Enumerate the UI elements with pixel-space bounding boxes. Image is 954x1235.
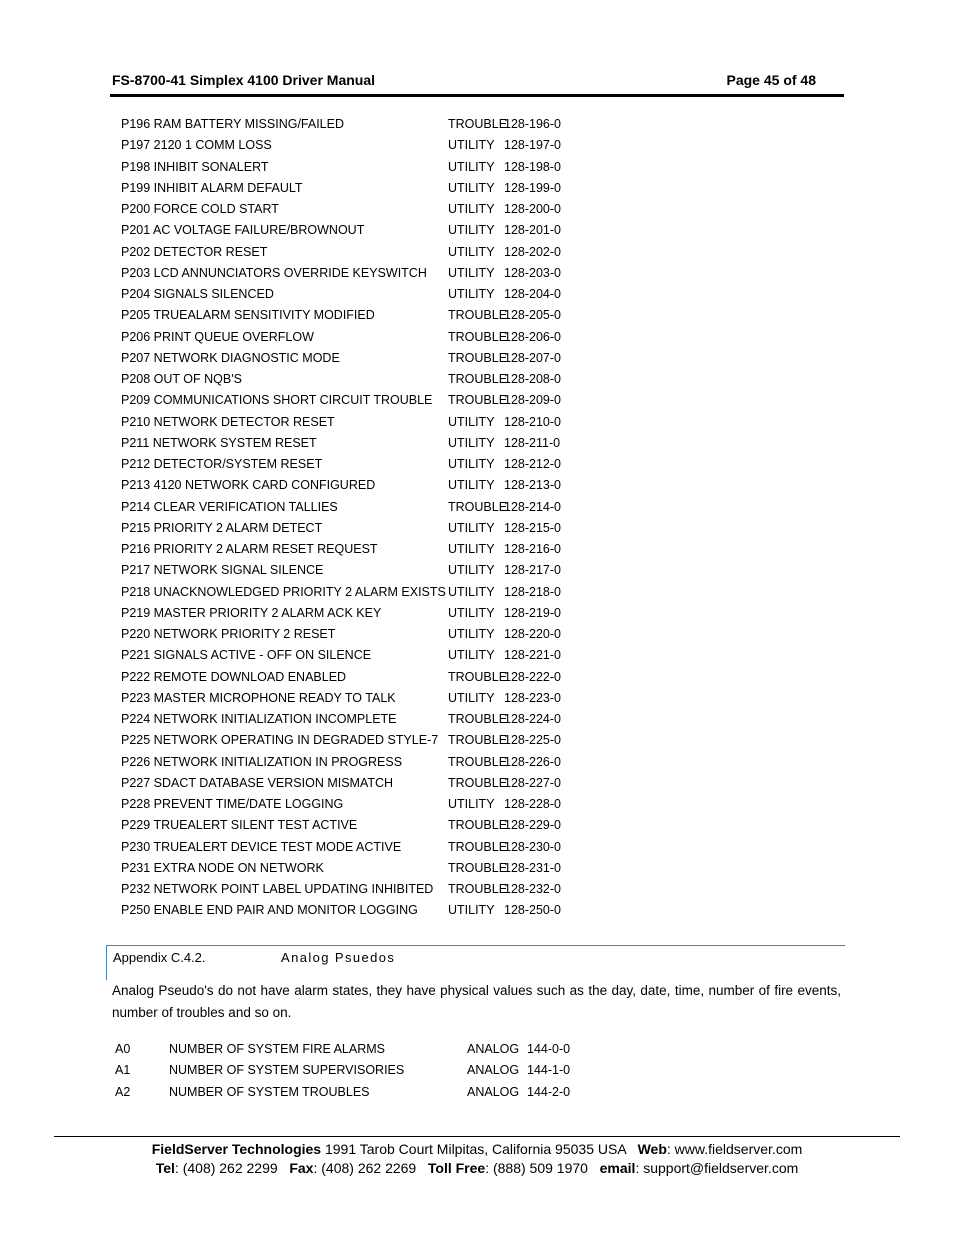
point-name: P212 DETECTOR/SYSTEM RESET: [121, 457, 323, 471]
point-address: 128-226-0: [504, 754, 561, 769]
point-address: 128-201-0: [504, 223, 561, 238]
point-type: UTILITY: [448, 690, 495, 705]
point-name: P200 FORCE COLD START: [121, 202, 279, 216]
point-name: P205 TRUEALARM SENSITIVITY MODIFIED: [121, 308, 375, 323]
point-type: UTILITY: [448, 648, 495, 663]
point-address: 128-208-0: [504, 372, 561, 386]
point-address: 128-206-0: [504, 329, 561, 344]
point-type: TROUBLE: [448, 499, 508, 514]
point-name: P198 INHIBIT SONALERT: [121, 159, 269, 174]
footer-company: FieldServer Technologies: [151, 1141, 322, 1157]
footer-email: support@fieldserver.com: [643, 1160, 799, 1176]
point-name: P225 NETWORK OPERATING IN DEGRADED STYLE-7: [121, 733, 439, 748]
point-address: 128-250-0: [504, 903, 561, 918]
point-name: P206 PRINT QUEUE OVERFLOW: [121, 329, 314, 344]
footer-web-label: Web: [637, 1141, 667, 1157]
point-row: [121, 730, 601, 751]
point-name: P207 NETWORK DIAGNOSTIC MODE: [121, 350, 340, 365]
point-row: [121, 518, 601, 539]
point-row: [121, 348, 601, 369]
header-divider: [110, 94, 844, 97]
point-type: UTILITY: [448, 903, 495, 918]
point-address: 128-220-0: [504, 627, 561, 641]
point-type: UTILITY: [448, 414, 495, 429]
analog-name: NUMBER OF SYSTEM TROUBLES: [169, 1084, 370, 1099]
point-type: UTILITY: [448, 605, 495, 620]
analog-address: 144-1-0: [527, 1063, 571, 1078]
footer-email-label: email: [599, 1160, 636, 1176]
point-row: [121, 497, 601, 518]
point-address: 128-214-0: [504, 499, 561, 514]
point-address: 128-227-0: [504, 775, 561, 790]
point-row: [121, 475, 601, 496]
point-name: P250 ENABLE END PAIR AND MONITOR LOGGING: [121, 903, 418, 918]
point-name: P222 REMOTE DOWNLOAD ENABLED: [121, 669, 347, 684]
point-address: 128-213-0: [504, 478, 561, 493]
appendix-number: Appendix C.4.2.: [113, 950, 206, 965]
point-row: [121, 220, 601, 241]
point-type: TROUBLE: [448, 372, 508, 386]
footer-fax-label: Fax: [289, 1160, 314, 1176]
footer-fax: (408) 262 2269: [321, 1160, 417, 1176]
point-type: UTILITY: [448, 159, 495, 174]
point-address: 128-210-0: [504, 414, 561, 429]
point-row: [121, 263, 601, 284]
point-name: P211 NETWORK SYSTEM RESET: [121, 435, 317, 450]
footer-line-2: Tel: (408) 262 2299 Fax: (408) 262 2269 Toll Free: (888) 509 1970 email: support@fieldserver.com: [155, 1160, 799, 1176]
point-row: [121, 114, 601, 135]
point-row: [121, 624, 601, 645]
point-row: [121, 688, 601, 709]
point-address: 128-229-0: [504, 818, 561, 833]
point-type: UTILITY: [448, 244, 495, 259]
point-address: 128-204-0: [504, 287, 561, 301]
analog-type: ANALOG: [467, 1063, 520, 1078]
point-address: 128-207-0: [504, 350, 561, 365]
appendix-title: Analog Psuedos: [281, 950, 396, 965]
footer-line-1: FieldServer Technologies 1991 Tarob Court Milpitas, California 95035 USA Web: www.fieldserver.com: [151, 1141, 803, 1157]
point-type: UTILITY: [448, 584, 495, 599]
point-address: 128-202-0: [504, 244, 561, 259]
point-row: [121, 369, 601, 390]
point-type: TROUBLE: [448, 393, 508, 408]
point-address: 128-221-0: [504, 648, 561, 663]
point-row: [121, 433, 601, 454]
analog-address: 144-2-0: [527, 1084, 571, 1099]
analog-row: [115, 1060, 595, 1081]
point-type: TROUBLE: [448, 818, 508, 833]
analog-row: [115, 1039, 595, 1060]
point-row: [121, 582, 601, 603]
point-name: P221 SIGNALS ACTIVE - OFF ON SILENCE: [121, 648, 372, 663]
point-type: TROUBLE: [448, 350, 508, 365]
analog-point-list: [115, 1039, 595, 1103]
point-address: 128-231-0: [504, 860, 561, 875]
analog-id: A2: [115, 1084, 131, 1099]
analog-row: [115, 1082, 595, 1103]
point-row: [121, 794, 601, 815]
point-type: TROUBLE: [448, 308, 508, 323]
pseudo-point-list: [121, 114, 601, 922]
point-row: [121, 645, 601, 666]
point-name: P204 SIGNALS SILENCED: [121, 287, 274, 301]
point-address: 128-218-0: [504, 584, 561, 599]
point-name: P224 NETWORK INITIALIZATION INCOMPLETE: [121, 712, 397, 726]
point-name: P231 EXTRA NODE ON NETWORK: [121, 860, 324, 875]
point-row: [121, 412, 601, 433]
point-address: 128-199-0: [504, 180, 561, 195]
point-type: UTILITY: [448, 435, 495, 450]
point-row: [121, 327, 601, 348]
point-row: [121, 157, 601, 178]
point-row: [121, 305, 601, 326]
point-name: P202 DETECTOR RESET: [121, 244, 268, 259]
point-type: UTILITY: [448, 287, 495, 301]
analog-id: A0: [115, 1042, 131, 1056]
point-type: UTILITY: [448, 138, 495, 153]
point-type: TROUBLE: [448, 860, 508, 875]
point-address: 128-224-0: [504, 712, 561, 726]
point-address: 128-211-0: [504, 435, 561, 450]
point-name: P197 2120 1 COMM LOSS: [121, 138, 272, 153]
point-name: P210 NETWORK DETECTOR RESET: [121, 414, 335, 429]
point-type: UTILITY: [448, 627, 495, 641]
point-address: 128-200-0: [504, 202, 561, 216]
point-row: [121, 879, 601, 900]
point-type: UTILITY: [448, 223, 495, 238]
point-type: UTILITY: [448, 542, 495, 556]
point-address: 128-212-0: [504, 457, 561, 471]
point-type: TROUBLE: [448, 329, 508, 344]
point-name: P219 MASTER PRIORITY 2 ALARM ACK KEY: [121, 605, 382, 620]
point-name: P223 MASTER MICROPHONE READY TO TALK: [121, 690, 396, 705]
point-type: TROUBLE: [448, 839, 508, 854]
footer-address: 1991 Tarob Court Milpitas, California 95035 USA: [324, 1141, 626, 1157]
point-address: 128-215-0: [504, 520, 561, 535]
analog-type: ANALOG: [467, 1084, 520, 1099]
point-address: 128-219-0: [504, 605, 561, 620]
point-row: [121, 242, 601, 263]
point-address: 128-232-0: [504, 882, 561, 896]
point-name: P216 PRIORITY 2 ALARM RESET REQUEST: [121, 542, 378, 556]
point-row: [121, 773, 601, 794]
point-row: [121, 454, 601, 475]
point-row: [121, 900, 601, 921]
point-name: P228 PREVENT TIME/DATE LOGGING: [121, 797, 344, 811]
point-address: 128-225-0: [504, 733, 561, 748]
point-type: UTILITY: [448, 478, 495, 493]
point-row: [121, 709, 601, 730]
point-name: P209 COMMUNICATIONS SHORT CIRCUIT TROUBLE: [121, 393, 433, 408]
point-address: 128-223-0: [504, 690, 561, 705]
point-name: P201 AC VOLTAGE FAILURE/BROWNOUT: [121, 223, 365, 238]
footer-web: www.fieldserver.com: [674, 1141, 803, 1157]
point-address: 128-203-0: [504, 265, 561, 280]
page-number: Page 45 of 48: [726, 72, 816, 88]
analog-type: ANALOG: [467, 1042, 520, 1056]
point-type: TROUBLE: [448, 754, 508, 769]
point-row: [121, 858, 601, 879]
point-row: [121, 837, 601, 858]
point-name: P230 TRUEALERT DEVICE TEST MODE ACTIVE: [121, 839, 402, 854]
point-type: UTILITY: [448, 520, 495, 535]
point-name: P196 RAM BATTERY MISSING/FAILED: [121, 117, 344, 131]
analog-name: NUMBER OF SYSTEM SUPERVISORIES: [169, 1063, 405, 1078]
document-title: FS-8700-41 Simplex 4100 Driver Manual: [112, 72, 376, 88]
point-type: UTILITY: [448, 265, 495, 280]
point-type: TROUBLE: [448, 117, 508, 131]
point-address: 128-217-0: [504, 563, 561, 578]
point-type: TROUBLE: [448, 712, 508, 726]
point-type: UTILITY: [448, 202, 495, 216]
point-name: P213 4120 NETWORK CARD CONFIGURED: [121, 478, 376, 493]
point-type: TROUBLE: [448, 669, 508, 684]
point-row: [121, 135, 601, 156]
body-paragraph: Analog Pseudo's do not have alarm states, they have physical values such as the day, date, time, number of fire events, number of troubles and so on.: [112, 983, 841, 1020]
point-name: P214 CLEAR VERIFICATION TALLIES: [121, 499, 338, 514]
point-address: 128-205-0: [504, 308, 561, 323]
point-name: P208 OUT OF NQB'S: [121, 372, 242, 386]
point-type: TROUBLE: [448, 775, 508, 790]
point-row: [121, 390, 601, 411]
point-address: 128-198-0: [504, 159, 561, 174]
point-type: UTILITY: [448, 797, 495, 811]
point-name: P218 UNACKNOWLEDGED PRIORITY 2 ALARM EXISTS: [121, 584, 446, 599]
analog-address: 144-0-0: [527, 1042, 571, 1056]
point-type: UTILITY: [448, 563, 495, 578]
point-name: P229 TRUEALERT SILENT TEST ACTIVE: [121, 818, 358, 833]
point-row: [121, 284, 601, 305]
point-row: [121, 752, 601, 773]
point-type: UTILITY: [448, 457, 495, 471]
analog-id: A1: [115, 1063, 131, 1078]
point-name: P226 NETWORK INITIALIZATION IN PROGRESS: [121, 754, 403, 769]
footer-tollfree-label: Toll Free: [427, 1160, 486, 1176]
footer-tel: (408) 262 2299: [182, 1160, 278, 1176]
point-address: 128-209-0: [504, 393, 561, 408]
point-address: 128-230-0: [504, 839, 561, 854]
point-name: P232 NETWORK POINT LABEL UPDATING INHIBITED: [121, 882, 434, 896]
point-row: [121, 199, 601, 220]
point-row: [121, 178, 601, 199]
point-address: 128-197-0: [504, 138, 561, 153]
point-row: [121, 603, 601, 624]
point-row: [121, 815, 601, 836]
footer-tollfree: (888) 509 1970: [492, 1160, 588, 1176]
point-name: P203 LCD ANNUNCIATORS OVERRIDE KEYSWITCH: [121, 265, 427, 280]
point-row: [121, 560, 601, 581]
analog-name: NUMBER OF SYSTEM FIRE ALARMS: [169, 1042, 386, 1056]
appendix-heading: [106, 945, 845, 980]
point-address: 128-196-0: [504, 117, 561, 131]
point-address: 128-222-0: [504, 669, 561, 684]
footer-divider: [54, 1136, 900, 1137]
point-name: P217 NETWORK SIGNAL SILENCE: [121, 563, 324, 578]
point-row: [121, 539, 601, 560]
point-name: P227 SDACT DATABASE VERSION MISMATCH: [121, 775, 394, 790]
point-name: P199 INHIBIT ALARM DEFAULT: [121, 180, 303, 195]
point-address: 128-228-0: [504, 797, 561, 811]
point-name: P220 NETWORK PRIORITY 2 RESET: [121, 627, 336, 641]
point-type: UTILITY: [448, 180, 495, 195]
footer-tel-label: Tel: [155, 1160, 175, 1176]
point-type: TROUBLE: [448, 882, 508, 896]
point-address: 128-216-0: [504, 542, 561, 556]
point-name: P215 PRIORITY 2 ALARM DETECT: [121, 520, 323, 535]
point-row: [121, 667, 601, 688]
point-type: TROUBLE: [448, 733, 508, 748]
